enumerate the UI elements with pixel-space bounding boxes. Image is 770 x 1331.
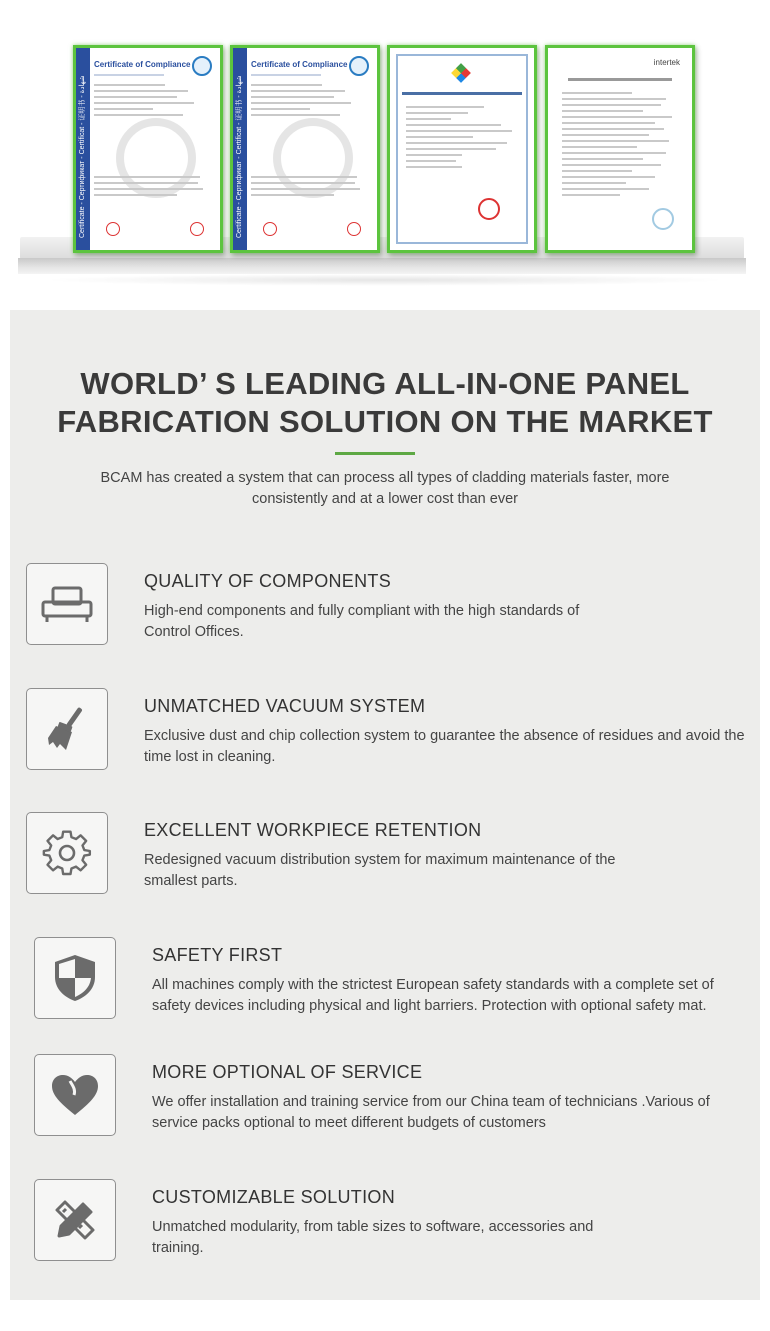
ecm-badge-icon [192, 56, 212, 76]
broom-icon [26, 688, 108, 770]
feature-title: CUSTOMIZABLE SOLUTION [152, 1187, 396, 1207]
shield-icon [34, 937, 116, 1019]
signature-stamp-icon [263, 222, 277, 236]
headline-line-1: WORLD’ S LEADING ALL-IN-ONE PANEL [80, 366, 690, 401]
headline-divider [335, 452, 415, 455]
ecm-badge-icon [349, 56, 369, 76]
feature-customizable-solution [10, 1179, 760, 1263]
feature-description: We offer installation and training service from our China team of technicians .Various of service packs optional to meet different budgets of customers [152, 1094, 710, 1131]
intro-text: BCAM has created a system that can process all types of cladding materials faster, more consistently and at a lower cost than ever [100, 470, 670, 507]
feature-title: SAFETY FIRST [152, 945, 283, 965]
ce-strip-text: Certificate - Сертификат - Certificat - 证明书 - شهادة [236, 75, 243, 238]
ce-certificate-2 [230, 45, 380, 253]
feature-description: All machines comply with the strictest European safety standards with a complete set of safety devices including physical and light barriers. Protection with optional safety mat. [152, 977, 714, 1014]
feature-title: EXCELLENT WORKPIECE RETENTION [144, 820, 482, 840]
features-panel [10, 310, 760, 1300]
ims-certificate [387, 45, 537, 253]
bed-icon [26, 563, 108, 645]
gear-icon [26, 812, 108, 894]
shelf-front [18, 258, 746, 274]
feature-more-optional-of-service [10, 1054, 760, 1138]
certificate-shelf [0, 0, 770, 300]
page-headline [0, 365, 770, 441]
shelf-shadow [40, 274, 730, 286]
red-seal-icon [478, 198, 500, 220]
feature-safety-first [10, 937, 760, 1021]
intertek-logo: intertek [653, 58, 680, 67]
headline-line-2: FABRICATION SOLUTION ON THE MARKET [57, 404, 713, 439]
feature-description: High-end components and fully compliant with the high standards of Control Offices. [144, 603, 580, 640]
signature-stamp-icon [190, 222, 204, 236]
feature-quality-of-components [10, 563, 760, 647]
feature-excellent-workpiece-retention [10, 812, 760, 896]
feature-title: MORE OPTIONAL OF SERVICE [152, 1062, 423, 1082]
feature-description: Exclusive dust and chip collection system to guarantee the absence of residues and avoid the time lost in cleaning. [144, 728, 745, 765]
ce-certificate-1 [73, 45, 223, 253]
pencil-ruler-icon [34, 1179, 116, 1261]
ce-certificate-title: Certificate of Compliance [94, 60, 191, 69]
feature-title: QUALITY OF COMPONENTS [144, 571, 391, 591]
feature-unmatched-vacuum-system [10, 688, 760, 772]
signature-stamp-icon [347, 222, 361, 236]
intertek-certificate [545, 45, 695, 253]
round-seal-icon [652, 208, 674, 230]
ce-certificate-title: Certificate of Compliance [251, 60, 348, 69]
feature-description: Unmatched modularity, from table sizes to software, accessories and training. [152, 1219, 594, 1256]
ce-strip-text: Certificate - Сертификат - Certificat - 证明书 - شهادة [79, 75, 86, 238]
signature-stamp-icon [106, 222, 120, 236]
feature-title: UNMATCHED VACUUM SYSTEM [144, 696, 426, 716]
feature-description: Redesigned vacuum distribution system for maximum maintenance of the smallest parts. [144, 852, 616, 889]
heart-icon [34, 1054, 116, 1136]
